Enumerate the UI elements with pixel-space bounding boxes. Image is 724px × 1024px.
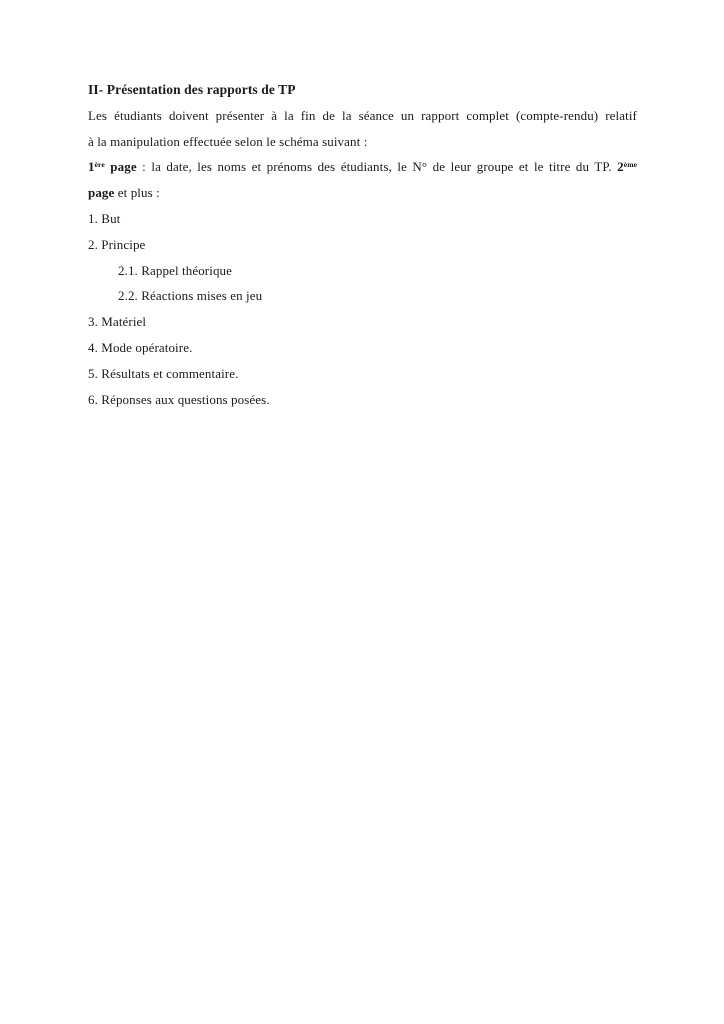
first-page-word: page: [104, 159, 137, 175]
section-heading: II- Présentation des rapports de TP: [88, 82, 296, 97]
first-page-number: 1: [88, 159, 95, 175]
page-spec-paragraph: [88, 154, 637, 206]
page-spec-body-text: : la date, les noms et prénoms des étudiants, le N° de leur groupe et le titre du TP.: [136, 159, 618, 175]
page-spec-line-2: [88, 180, 637, 206]
intro-paragraph: [88, 103, 637, 155]
outline-list: [88, 206, 637, 412]
outline-item-mode-operatoire: 4. Mode opératoire.: [88, 339, 193, 355]
second-page-word: page: [88, 185, 115, 201]
outline-item-reactions-mises-en-jeu: 2.2. Réactions mises en jeu: [118, 288, 263, 304]
intro-line-1: Les étudiants doivent présenter à la fin de la séance un rapport complet (compte-rendu) relatif: [88, 107, 637, 123]
outline-item-materiel: 3. Matériel: [88, 314, 147, 330]
second-page-ordinal-superscript: ème: [623, 160, 638, 170]
outline-item-principe: 2. Principe: [88, 236, 146, 252]
second-page-number: 2: [617, 159, 624, 175]
second-page-label: [617, 159, 637, 174]
page-spec-line-1: [88, 154, 637, 180]
page-spec-line-2-rest: et plus :: [114, 185, 160, 201]
outline-item-rappel-theorique: 2.1. Rappel théorique: [118, 262, 233, 278]
outline-item-but: 1. But: [88, 210, 121, 226]
outline-item-resultats-commentaire: 5. Résultats et commentaire.: [88, 365, 239, 381]
outline-item-reponses-questions: 6. Réponses aux questions posées.: [88, 391, 270, 407]
intro-line-2: à la manipulation effectuée selon le schéma suivant :: [88, 133, 368, 149]
first-page-ordinal-superscript: ère: [94, 160, 105, 170]
first-page-label: [88, 159, 137, 174]
